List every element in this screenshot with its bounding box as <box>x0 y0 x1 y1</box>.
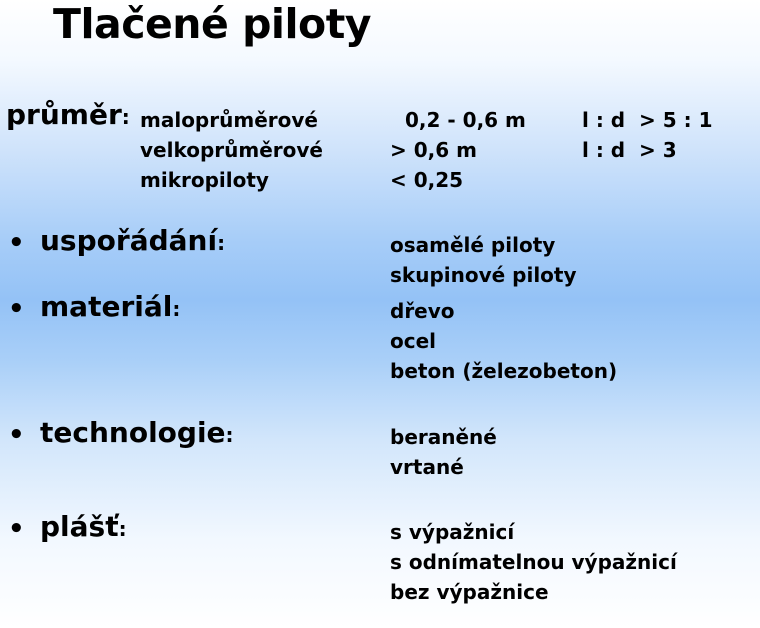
section-heading <box>40 510 127 543</box>
section-colon: : <box>118 517 127 541</box>
section-item: s výpažnicí <box>390 520 515 544</box>
bullet-point: • <box>8 294 25 324</box>
section-label: materiál <box>40 290 173 323</box>
prumer-row-ratio: l : d > 5 : 1 <box>582 108 713 132</box>
section-colon: : <box>225 423 234 447</box>
page-title: Tlačené piloty <box>53 0 372 48</box>
prumer-row-name: velkoprůměrové <box>140 138 323 162</box>
bullet-point: • <box>8 420 25 450</box>
section-item: s odnímatelnou výpažnicí <box>390 550 677 574</box>
section-label: plášť <box>40 510 119 543</box>
section-label: uspořádání <box>40 224 218 257</box>
prumer-row-ratio: l : d > 3 <box>582 138 677 162</box>
section-heading <box>40 416 234 449</box>
section-label: technologie <box>40 416 226 449</box>
section-item: beton (železobeton) <box>390 359 618 383</box>
section-item: bez výpažnice <box>390 580 549 604</box>
section-item: beraněné <box>390 425 497 449</box>
section-item: vrtané <box>390 455 464 479</box>
prumer-row-name: maloprůměrové <box>140 108 318 132</box>
bullet-point: • <box>8 514 25 544</box>
section-item: dřevo <box>390 299 455 323</box>
prumer-colon: : <box>121 105 130 129</box>
prumer-row-range: 0,2 - 0,6 m <box>405 108 526 132</box>
prumer-row-range: < 0,25 <box>390 168 464 192</box>
bullet-point: • <box>8 228 25 258</box>
prumer-label: průměr <box>6 98 122 131</box>
section-item: ocel <box>390 329 437 353</box>
section-item: osamělé piloty <box>390 233 556 257</box>
section-item: skupinové piloty <box>390 263 577 287</box>
section-colon: : <box>217 231 226 255</box>
section-colon: : <box>172 297 181 321</box>
section-heading <box>40 290 180 323</box>
prumer-heading <box>6 98 130 131</box>
prumer-row-name: mikropiloty <box>140 168 269 192</box>
section-heading <box>40 224 225 257</box>
prumer-row-range: > 0,6 m <box>390 138 477 162</box>
